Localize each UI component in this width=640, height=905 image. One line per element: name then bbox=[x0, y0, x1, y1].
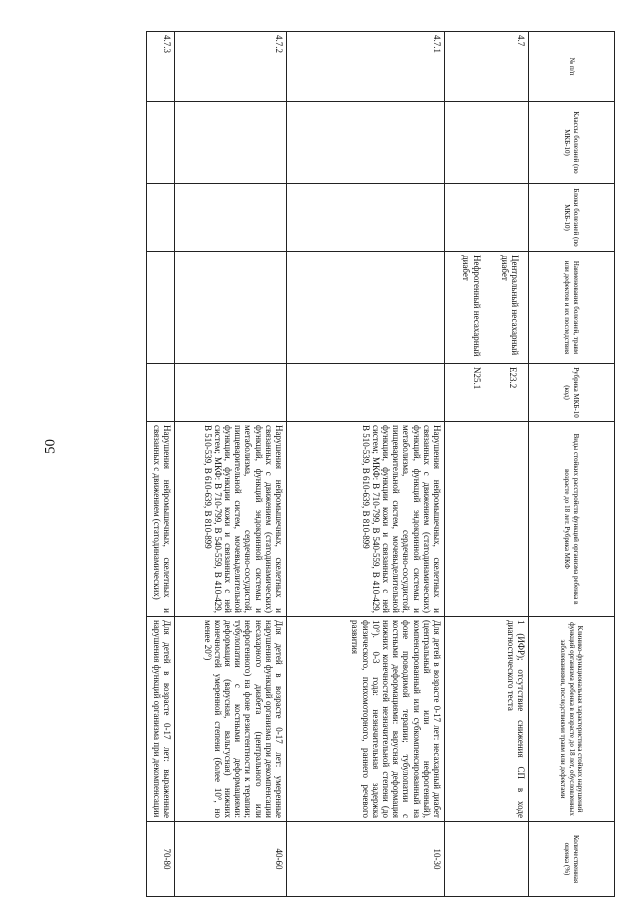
table-row bbox=[175, 32, 287, 897]
cell-clinical-characteristic: 1 (ИФР); отсутствие снижения СП в ходе диагностического теста bbox=[445, 617, 529, 822]
cell-block bbox=[175, 184, 287, 252]
disease-name-2: Нефрогенный несахарный диабет bbox=[461, 255, 482, 357]
header-quantitative-score: Количественная оценка (%) bbox=[529, 822, 615, 897]
cell-class bbox=[175, 102, 287, 184]
cell-num: 4.7.1 bbox=[287, 32, 445, 102]
cell-icd-code bbox=[175, 364, 287, 422]
cell-icd-code bbox=[445, 364, 529, 422]
cell-block bbox=[287, 184, 445, 252]
table-row bbox=[147, 32, 175, 897]
cell-class bbox=[147, 102, 175, 184]
header-icd-code: Рубрика МКБ-10 (код) bbox=[529, 364, 615, 422]
header-class: Классы болезней (по МКБ-10) bbox=[529, 102, 615, 184]
cell-block bbox=[445, 184, 529, 252]
cell-quantitative-score: 10-30 bbox=[287, 822, 445, 897]
table-header-row bbox=[529, 32, 615, 897]
header-num: № п/п bbox=[529, 32, 615, 102]
cell-block bbox=[147, 184, 175, 252]
header-clinical-characteristic: Клинико-функциональная характеристика стойких нарушений функций организма ребенка в возрасте до 18 лет, обусловленных заболеваниями, последствиями травм или дефектами bbox=[529, 617, 615, 822]
cell-quantitative-score: 70-80 bbox=[147, 822, 175, 897]
cell-quantitative-score bbox=[445, 822, 529, 897]
cell-class bbox=[287, 102, 445, 184]
cell-num: 4.7.3 bbox=[147, 32, 175, 102]
cell-quantitative-score: 40-60 bbox=[175, 822, 287, 897]
cell-icd-code bbox=[287, 364, 445, 422]
icd-code-1: E23.2 bbox=[508, 367, 518, 389]
cell-function-types: Нарушения нейромышечных, скелетных и связанных с движением (статодинамических) функций, функций эндокринной системы и метаболизма, сердечно-сосудистой, пищеварительной систем, мочевыделительной функции, функции кожи и связанных с ней систем; МКФ: B 710-799, B 540-559, B 410-429, B 510-539, B 610-639, B 810-899 bbox=[287, 422, 445, 617]
cell-clinical-characteristic: Для детей в возрасте 0-17 лет: умеренные нарушения функций организма при декомпенсации несахарного диабета (центрального или нефрогенного) на фоне резистентности к терапии; тубулопатии с костными деформациями: деформация (варусная, вальгусная) нижних конечностей умеренной степени (более 10°, но менее 20°) bbox=[175, 617, 287, 822]
cell-clinical-characteristic: Для детей в возрасте 0-17 лет: выраженные нарушения функций организма при декомпенсации bbox=[147, 617, 175, 822]
table-row bbox=[445, 32, 529, 897]
disease-name-1: Центральный несахарный диабет bbox=[499, 255, 520, 356]
header-function-types: Виды стойких расстройств функций организма ребенка в возрасте до 18 лет. Рубрика МКФ bbox=[529, 422, 615, 617]
cell-icd-code bbox=[147, 364, 175, 422]
cell-function-types: Нарушения нейромышечных, скелетных и связанных с движением (статодинамических) bbox=[147, 422, 175, 617]
cell-disease-name bbox=[175, 252, 287, 364]
table-row bbox=[287, 32, 445, 897]
cell-class bbox=[445, 102, 529, 184]
cell-clinical-characteristic: Для детей в возрасте 0-17 лет: несахарный диабет (центральный или нефрогенный), компенсированный или субкомпенсированный на фоне проводимой терапии; тубулопатии с костными деформациями: варусная деформация нижних конечностей незначительной степени (до 10°). 0-3 года: незначительная задержка физического, психомоторного, раннего речевого развития bbox=[287, 617, 445, 822]
cell-disease-name bbox=[147, 252, 175, 364]
cell-disease-name bbox=[445, 252, 529, 364]
rotated-table-container bbox=[147, 31, 615, 896]
header-block: Блоки болезней (по МКБ-10) bbox=[529, 184, 615, 252]
disability-criteria-table bbox=[146, 31, 615, 897]
icd-code-2: N25.1 bbox=[471, 367, 482, 390]
cell-num: 4.7.2 bbox=[175, 32, 287, 102]
cell-disease-name bbox=[287, 252, 445, 364]
page-number: 50 bbox=[42, 439, 59, 454]
cell-function-types bbox=[445, 422, 529, 617]
header-disease-name: Наименования болезней, травм или дефектов и их последствия bbox=[529, 252, 615, 364]
cell-num: 4.7 bbox=[445, 32, 529, 102]
cell-function-types: Нарушения нейромышечных, скелетных и связанных с движением (статодинамических) функций, функций эндокринной системы и метаболизма, сердечно-сосудистой, пищеварительной систем, мочевыделительной функции, функции кожи и связанных с ней систем; МКФ: B 710-799, B 540-559, B 410-429, B 510-539, B 610-639, B 810-899 bbox=[175, 422, 287, 617]
